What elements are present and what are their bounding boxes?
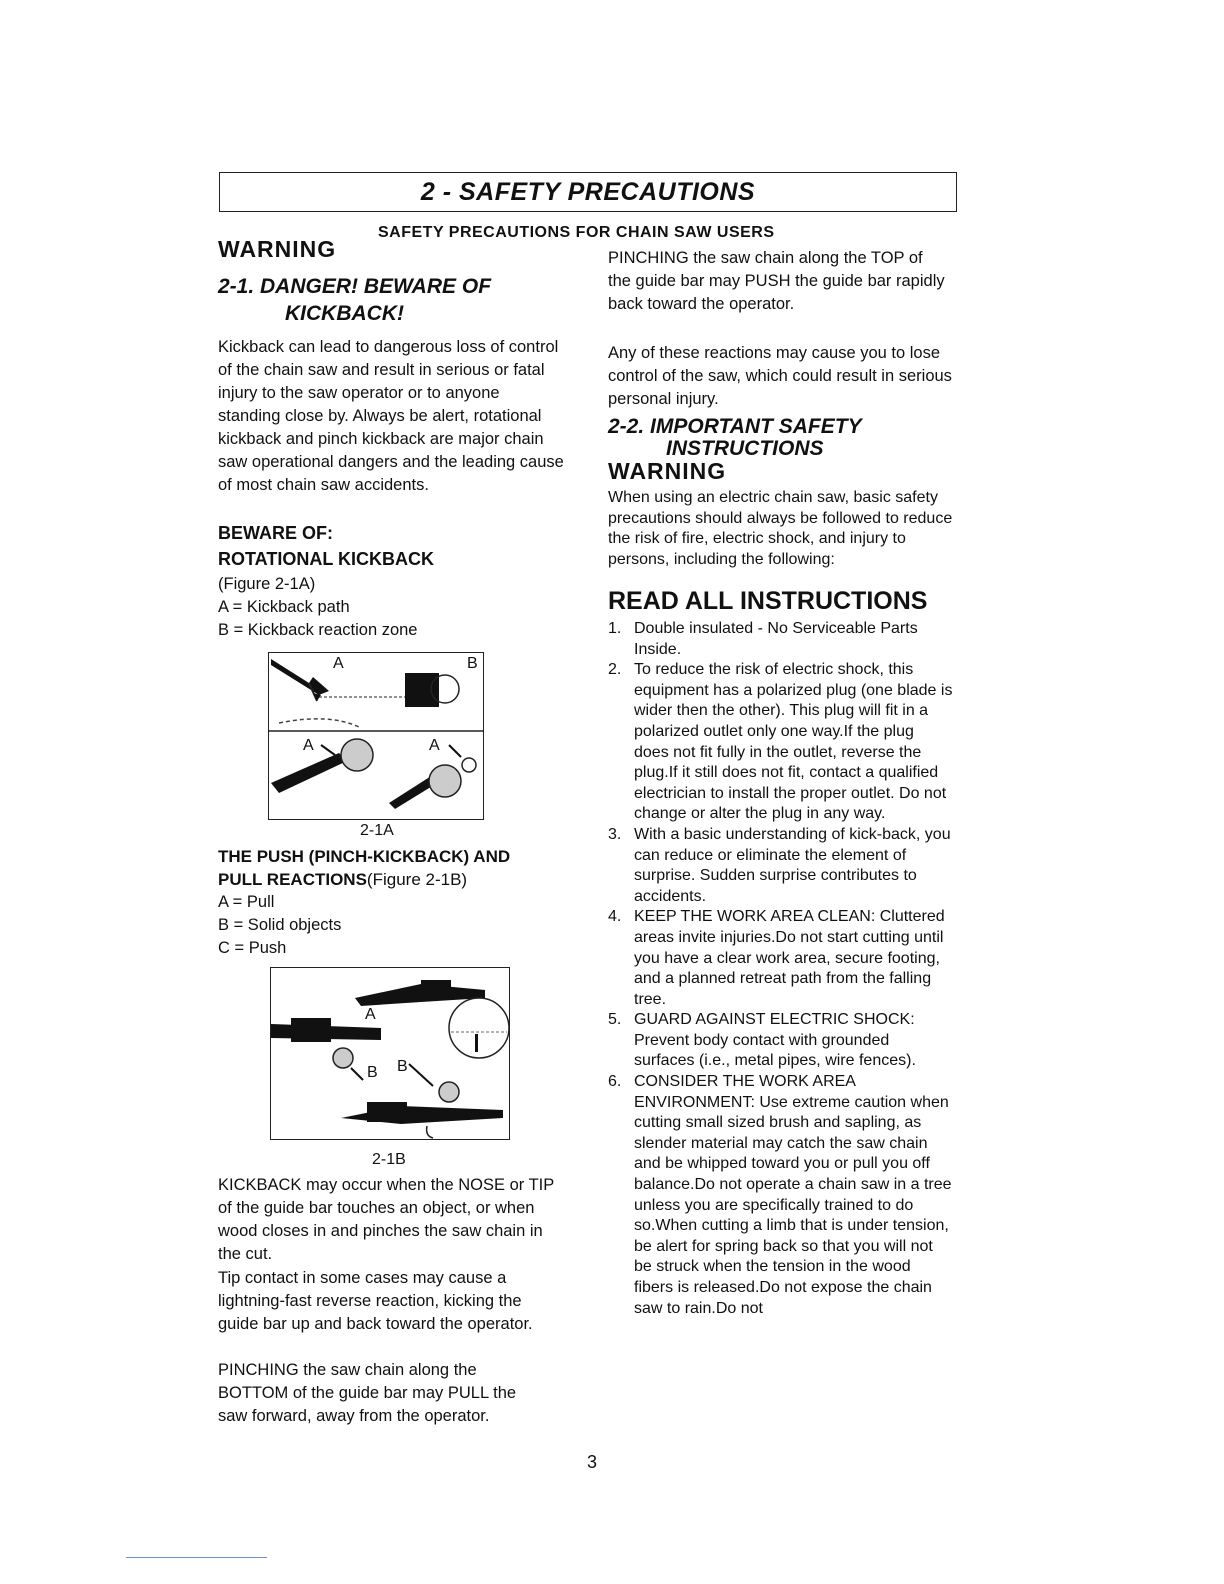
fig-2-1a-label-a-right: A [429, 737, 440, 754]
fig-2-1b-label-b-left: B [367, 1064, 378, 1081]
section-title-box [219, 172, 957, 212]
push-pull-heading-2-bold: PULL REACTIONS [218, 870, 367, 889]
list-item: 2. To reduce the risk of electric shock, this equipment has a polarized plug (one blade is wider then the other). This plug will fit in a polarized outlet only one way.If the plug does not fit fully in the outlet, reverse the plug.If it still does not fit, contact a qualified electrician to install the proper outlet. Do not change or alter the plug in any way. [608, 661, 953, 823]
list-item: 1. Double insulated - No Serviceable Parts Inside. [608, 620, 918, 658]
instruction-list [608, 619, 953, 1319]
subtitle: SAFETY PRECAUTIONS FOR CHAIN SAW USERS [378, 224, 775, 241]
kickback-body-3: PINCHING the saw chain along the BOTTOM of the guide bar may PULL the saw forward, away from the operator. [218, 1361, 517, 1425]
figure-2-1b [270, 967, 510, 1140]
list-item: 5. GUARD AGAINST ELECTRIC SHOCK: Prevent body contact with grounded surfaces (i.e., metal pipes, wire fences). [608, 1011, 916, 1070]
fig-2-1a-label-a-top: A [333, 655, 344, 672]
figure-ref-2-1b: (Figure 2-1B) [366, 870, 468, 889]
legend-a: A = Kickback path [218, 598, 350, 616]
section-heading-2-1-cont: KICKBACK! [285, 302, 404, 325]
kickback-body-1: KICKBACK may occur when the NOSE or TIP of the guide bar touches an object, or when wood closes in and pinches the saw chain in the cut. [218, 1176, 554, 1263]
push-pull-heading-1: THE PUSH (PINCH-KICKBACK) AND [218, 847, 511, 866]
pinching-top-text: PINCHING the saw chain along the TOP of the guide bar may PUSH the guide bar rapidly back toward the operator. [608, 249, 945, 313]
push-pull-heading-2 [218, 868, 467, 891]
list-item: 6. CONSIDER THE WORK AREA ENVIRONMENT: Use extreme caution when cutting small sized brush and sapling, as slender material may catch the saw chain and be whipped toward you or pull you off balance.Do not operate a chain saw in a tree unless you are specifically trained to do so.When cutting a limb that is under tension, be alert for spring back so that you will not be struck when the tension in the wood fibers is released.Do not expose the chain saw to rain.Do not [608, 1073, 952, 1317]
reactions-text: Any of these reactions may cause you to lose control of the saw, which could result in serious personal injury. [608, 344, 952, 408]
fig-2-1b-label-a: A [365, 1006, 376, 1023]
section-heading-2-2: 2-2. IMPORTANT SAFETY [608, 415, 862, 438]
push-pull-illustration [271, 968, 509, 1139]
section-heading-2-1: 2-1. DANGER! BEWARE OF [218, 275, 492, 298]
kickback-body-2: Tip contact in some cases may cause a lightning-fast reverse reaction, kicking the guide bar up and back toward the operator. [218, 1269, 533, 1333]
kickback-illustration [269, 653, 483, 819]
warning-text: When using an electric chain saw, basic safety precautions should always be followed to reduce the risk of fire, electric shock, and injury to persons, including the following: [608, 489, 953, 568]
legend2-b: B = Solid objects [218, 916, 342, 934]
section-heading-2-2-cont: INSTRUCTIONS [666, 437, 824, 460]
legend-b: B = Kickback reaction zone [218, 621, 418, 639]
section-title: 2 - SAFETY PRECAUTIONS [420, 177, 756, 206]
kickback-intro: Kickback can lead to dangerous loss of control of the chain saw and result in serious or fatal injury to the saw operator or to anyone standing close by. Always be alert, rotational kickback and pinch kickback are major chain saw operational dangers and the leading cause of most chain saw accidents. [218, 338, 564, 494]
warning-heading-right: WARNING [608, 458, 727, 484]
rotational-kickback-heading: ROTATIONAL KICKBACK [218, 549, 434, 569]
list-item: 3. With a basic understanding of kick-back, you can reduce or eliminate the element of surprise. Sudden surprise contributes to accidents. [608, 825, 951, 905]
figure-2-1b-caption: 2-1B [372, 1151, 406, 1168]
list-item: 4. KEEP THE WORK AREA CLEAN: Cluttered areas invite injuries.Do not start cutting until you have a clear work area, secure footing, and a planned retreat path from the falling tree. [608, 908, 945, 1008]
page-number: 3 [587, 1452, 598, 1472]
warning-heading-left: WARNING [218, 236, 337, 262]
figure-2-1a [268, 652, 484, 820]
footer-rule [126, 1557, 267, 1558]
beware-of-heading: BEWARE OF: [218, 523, 333, 543]
read-all-instructions: READ ALL INSTRUCTIONS [608, 587, 928, 615]
legend2-c: C = Push [218, 939, 287, 957]
fig-2-1a-label-a-left: A [303, 737, 314, 754]
figure-ref-2-1a: (Figure 2-1A) [218, 575, 316, 593]
fig-2-1b-label-b-right: B [397, 1058, 408, 1075]
figure-2-1a-caption: 2-1A [360, 822, 394, 839]
fig-2-1a-label-b: B [467, 655, 478, 672]
legend2-a: A = Pull [218, 893, 275, 911]
